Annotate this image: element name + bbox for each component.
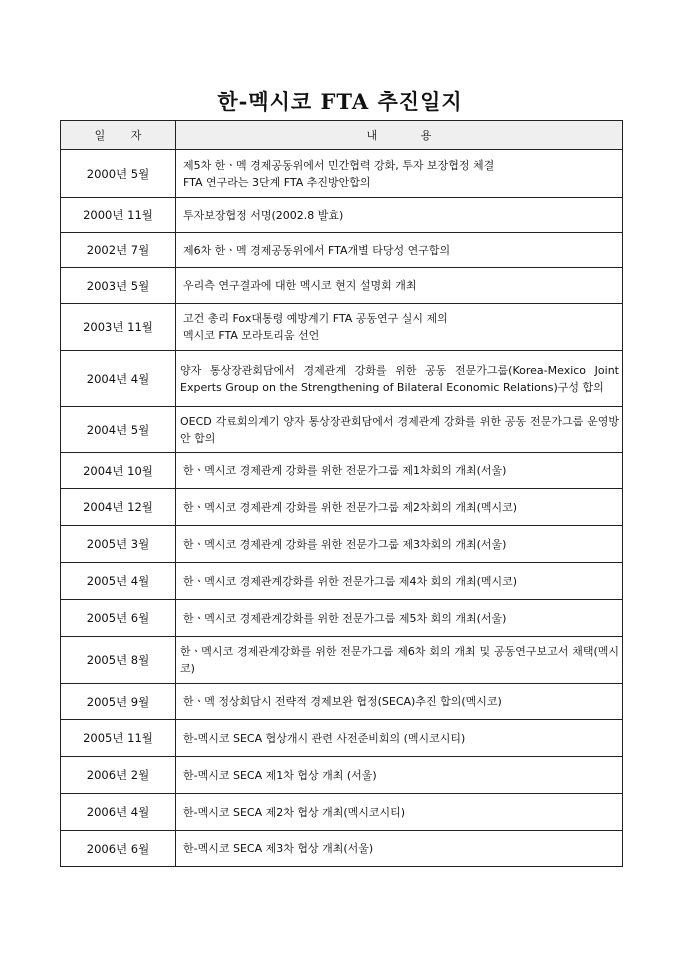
table-row	[61, 684, 623, 720]
row-content-line: 한ㆍ멕시코 경제관계 강화를 위한 전문가그룹 제2차회의 개최(멕시코)	[183, 500, 518, 514]
table-row	[61, 453, 623, 489]
row-content-line: 한ㆍ멕시코 경제관계강화를 위한 전문가그룹 제5차 회의 개최(서울)	[183, 611, 507, 625]
row-content-line: 한ㆍ멕시코 경제관계 강화를 위한 전문가그룹 제1차회의 개최(서울)	[183, 464, 507, 477]
row-date: 2004년 5월	[61, 407, 176, 453]
row-content-line: 한-멕시코 SECA 제3차 협상 개최(서울)	[183, 842, 374, 855]
table-header-row	[61, 121, 623, 150]
table-row	[61, 150, 623, 198]
table-row	[61, 489, 623, 526]
row-content	[176, 304, 623, 351]
page-title: 한-멕시코 FTA 추진일지	[217, 89, 463, 114]
row-content-line: 제5차 한ㆍ멕 경제공동위에서 민간협력 강화, 투자 보장협정 체결	[183, 158, 495, 172]
table-row	[61, 563, 623, 600]
table-row	[61, 526, 623, 563]
row-content	[176, 407, 623, 453]
table-row	[61, 757, 623, 794]
table-row	[61, 637, 623, 684]
table-row	[61, 198, 623, 233]
row-content	[176, 600, 623, 637]
row-content-line: FTA 연구라는 3단계 FTA 추진방안합의	[183, 175, 371, 189]
row-content	[176, 198, 623, 233]
row-content	[176, 526, 623, 563]
row-content-line: 한-멕시코 SECA 협상개시 관련 사전준비회의 (멕시코시티)	[183, 731, 466, 745]
row-date: 2005년 9월	[61, 684, 176, 720]
fta-timeline-table	[60, 120, 623, 867]
header-date: 일 자	[61, 121, 176, 150]
row-date: 2004년 12월	[61, 489, 176, 526]
row-date: 2006년 4월	[61, 794, 176, 831]
row-date: 2005년 11월	[61, 720, 176, 757]
row-content-line: 한ㆍ멕시코 경제관계 강화를 위한 전문가그룹 제3차회의 개최(서울)	[183, 537, 507, 551]
row-date: 2005년 8월	[61, 637, 176, 684]
row-content-line: 양자 통상장관회담에서 경제관계 강화를 위한 공동 전문가그룹(Korea-Mexico Joint Experts Group on the Strengthening of Bilateral Economic Relations)구성 합의	[180, 363, 619, 394]
row-date: 2003년 11월	[61, 304, 176, 351]
table-row	[61, 233, 623, 268]
row-content-line: 투자보장협정 서명(2002.8 발효)	[183, 208, 344, 222]
row-content-line: 한-멕시코 SECA 제1차 협상 개최 (서울)	[183, 768, 377, 782]
row-content	[176, 720, 623, 757]
header-content: 내 용	[176, 121, 623, 150]
row-content	[176, 351, 623, 407]
row-content	[176, 794, 623, 831]
row-date: 2006년 2월	[61, 757, 176, 794]
row-content-line: OECD 각료회의계기 양자 통상장관회담에서 경제관계 강화를 위한 공동 전문가그룹 운영방안 합의	[180, 414, 619, 445]
row-content	[176, 268, 623, 304]
row-content	[176, 453, 623, 489]
table-row	[61, 600, 623, 637]
row-content	[176, 150, 623, 198]
row-content-line: 한-멕시코 SECA 제2차 협상 개최(멕시코시티)	[183, 805, 406, 819]
table-row	[61, 268, 623, 304]
table-row	[61, 794, 623, 831]
row-date: 2003년 5월	[61, 268, 176, 304]
row-date: 2002년 7월	[61, 233, 176, 268]
row-content	[176, 757, 623, 794]
row-date: 2005년 6월	[61, 600, 176, 637]
row-content	[176, 563, 623, 600]
row-content	[176, 684, 623, 720]
row-content-line: 고건 총리 Fox대통령 예방계기 FTA 공동연구 실시 제의	[183, 312, 448, 325]
table-row	[61, 831, 623, 867]
table-row	[61, 351, 623, 407]
row-date: 2005년 4월	[61, 563, 176, 600]
row-date: 2000년 11월	[61, 198, 176, 233]
row-content-line: 제6차 한ㆍ멕 경제공동위에서 FTA개별 타당성 연구합의	[183, 243, 451, 257]
row-content-line: 한ㆍ멕시코 경제관계강화를 위한 전문가그룹 제6차 회의 개최 및 공동연구보고서 채택(멕시코)	[180, 645, 619, 675]
row-date: 2004년 4월	[61, 351, 176, 407]
row-date: 2006년 6월	[61, 831, 176, 867]
row-content-line: 한ㆍ멕시코 경제관계강화를 위한 전문가그룹 제4차 회의 개최(멕시코)	[183, 574, 518, 588]
table-row	[61, 720, 623, 757]
row-date: 2005년 3월	[61, 526, 176, 563]
row-content	[176, 831, 623, 867]
row-content-line: 멕시코 FTA 모라토리움 선언	[183, 329, 320, 342]
row-content	[176, 233, 623, 268]
table-row	[61, 304, 623, 351]
table-row	[61, 407, 623, 453]
row-content	[176, 489, 623, 526]
row-content-line: 한ㆍ멕 정상회담시 전략적 경제보완 협정(SECA)추진 합의(멕시코)	[183, 695, 502, 708]
row-content	[176, 637, 623, 684]
row-date: 2000년 5월	[61, 150, 176, 198]
row-content-line: 우리측 연구결과에 대한 멕시코 현지 설명회 개최	[183, 279, 417, 292]
row-date: 2004년 10월	[61, 453, 176, 489]
